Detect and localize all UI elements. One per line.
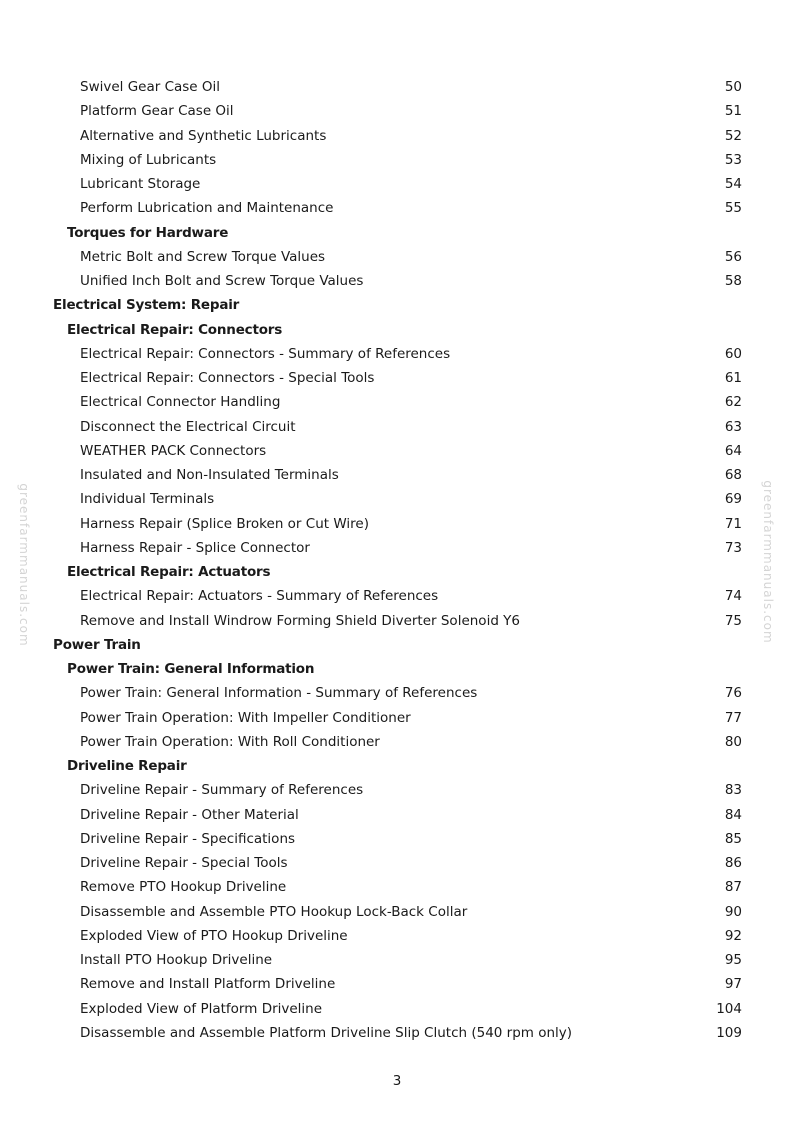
toc-row[interactable] (0, 851, 794, 875)
toc-page: 95 (724, 952, 742, 968)
toc-row[interactable] (0, 318, 794, 342)
toc-row[interactable] (0, 390, 794, 414)
toc-page: 86 (724, 855, 742, 871)
toc-title: Electrical Repair: Actuators (67, 564, 271, 580)
toc-title: Individual Terminals (80, 491, 215, 508)
toc-page: 52 (724, 127, 742, 144)
watermark-left: greenfarmmanuals.com (17, 483, 31, 647)
toc-row[interactable] (0, 997, 794, 1021)
toc-title: Electrical System: Repair (53, 297, 240, 314)
toc-page: 84 (724, 806, 742, 823)
toc-row[interactable] (0, 172, 794, 196)
toc-title: Harness Repair (Splice Broken or Cut Wire) (80, 515, 369, 532)
toc-row[interactable] (0, 730, 794, 754)
toc-title: Power Train Operation: With Impeller Conditioner (80, 709, 411, 726)
toc-row[interactable] (0, 221, 794, 245)
toc-page: 58 (724, 273, 742, 289)
toc-page: 74 (724, 588, 742, 605)
watermark-right: greenfarmmanuals.com (761, 480, 775, 644)
toc-page: 83 (724, 782, 742, 799)
toc-row[interactable] (0, 75, 794, 99)
toc-title: Install PTO Hookup Driveline (80, 952, 273, 968)
toc-title: Driveline Repair - Summary of References (80, 782, 364, 799)
toc-page: 54 (724, 176, 742, 192)
toc-title: WEATHER PACK Connectors (80, 442, 267, 459)
toc-title: Driveline Repair - Other Material (80, 806, 299, 823)
toc-title: Exploded View of PTO Hookup Driveline (80, 927, 348, 944)
toc-row[interactable] (0, 681, 794, 705)
toc-row[interactable] (0, 463, 794, 487)
toc-title: Remove and Install Platform Driveline (80, 976, 336, 993)
toc-page: 73 (724, 539, 742, 556)
toc-row[interactable] (0, 972, 794, 996)
toc-title: Power Train: General Information - Summary of References (80, 685, 478, 702)
toc-title: Exploded View of Platform Driveline (80, 1000, 323, 1017)
toc-row[interactable] (0, 609, 794, 633)
toc-page: 97 (724, 976, 742, 993)
toc-title: Remove PTO Hookup Driveline (80, 879, 287, 896)
toc-title: Power Train (53, 636, 141, 653)
toc-page: 85 (724, 830, 742, 847)
toc-row[interactable] (0, 196, 794, 220)
toc-row[interactable] (0, 293, 794, 317)
toc-page: 63 (724, 418, 742, 435)
toc-title: Electrical Repair: Connectors (67, 321, 283, 338)
toc-row[interactable] (0, 269, 794, 293)
toc-row[interactable] (0, 487, 794, 511)
toc-title: Driveline Repair - Specifications (80, 830, 296, 847)
toc-page: 90 (724, 903, 742, 920)
toc-title: Swivel Gear Case Oil (80, 79, 221, 95)
toc-page: 56 (724, 248, 742, 265)
toc-row[interactable] (0, 924, 794, 948)
toc-title: Metric Bolt and Screw Torque Values (80, 248, 326, 265)
toc-page: 104 (716, 1000, 742, 1017)
toc-row[interactable] (0, 439, 794, 463)
toc-row[interactable] (0, 803, 794, 827)
toc-title: Lubricant Storage (80, 176, 201, 192)
toc-row[interactable] (0, 415, 794, 439)
toc-page: 75 (724, 612, 742, 629)
toc-row[interactable] (0, 536, 794, 560)
toc-page: 53 (724, 151, 742, 168)
toc-page: 55 (724, 200, 742, 217)
table-of-contents (0, 75, 794, 1045)
toc-title: Disassemble and Assemble Platform Driveline Slip Clutch (540 rpm only) (80, 1024, 573, 1041)
toc-title: Remove and Install Windrow Forming Shield Diverter Solenoid Y6 (80, 612, 521, 629)
toc-title: Electrical Repair: Connectors - Summary of References (80, 345, 451, 362)
toc-title: Platform Gear Case Oil (80, 103, 234, 120)
toc-row[interactable] (0, 342, 794, 366)
toc-page: 80 (724, 733, 742, 750)
toc-title: Electrical Connector Handling (80, 394, 281, 411)
toc-title: Torques for Hardware (67, 224, 229, 241)
toc-page: 60 (724, 345, 742, 362)
toc-row[interactable] (0, 584, 794, 608)
toc-page: 87 (724, 879, 742, 896)
toc-row[interactable] (0, 245, 794, 269)
toc-title: Disconnect the Electrical Circuit (80, 418, 296, 435)
toc-row[interactable] (0, 900, 794, 924)
toc-title: Alternative and Synthetic Lubricants (80, 127, 327, 144)
toc-title: Power Train: General Information (67, 661, 315, 677)
toc-page: 69 (724, 491, 742, 508)
toc-row[interactable] (0, 366, 794, 390)
toc-row[interactable] (0, 875, 794, 899)
toc-title: Insulated and Non-Insulated Terminals (80, 467, 339, 483)
toc-page: 109 (716, 1024, 742, 1041)
toc-page: 51 (724, 103, 742, 120)
toc-row[interactable] (0, 948, 794, 972)
toc-page: 92 (724, 927, 742, 944)
toc-row[interactable] (0, 633, 794, 657)
toc-row[interactable] (0, 99, 794, 123)
toc-title: Harness Repair - Splice Connector (80, 539, 310, 556)
toc-page: 50 (724, 79, 742, 95)
toc-title: Mixing of Lubricants (80, 151, 217, 168)
toc-page: 76 (724, 685, 742, 702)
toc-row[interactable] (0, 124, 794, 148)
toc-page: 61 (724, 370, 742, 386)
toc-title: Driveline Repair (67, 758, 187, 774)
toc-row[interactable] (0, 706, 794, 730)
toc-page: 77 (724, 709, 742, 726)
toc-page: 68 (724, 467, 742, 483)
toc-page: 62 (724, 394, 742, 411)
toc-title: Perform Lubrication and Maintenance (80, 200, 334, 217)
toc-title: Electrical Repair: Actuators - Summary of References (80, 588, 439, 605)
toc-row[interactable] (0, 827, 794, 851)
toc-row[interactable] (0, 512, 794, 536)
toc-row[interactable] (0, 148, 794, 172)
toc-title: Electrical Repair: Connectors - Special Tools (80, 370, 375, 386)
toc-title: Power Train Operation: With Roll Conditioner (80, 733, 380, 750)
toc-row[interactable] (0, 754, 794, 778)
toc-row[interactable] (0, 1021, 794, 1045)
toc-page: 71 (724, 515, 742, 532)
toc-title: Disassemble and Assemble PTO Hookup Lock-Back Collar (80, 903, 468, 920)
toc-row[interactable] (0, 657, 794, 681)
toc-title: Driveline Repair - Special Tools (80, 855, 288, 871)
toc-page: 64 (724, 442, 742, 459)
toc-row[interactable] (0, 778, 794, 802)
toc-title: Unified Inch Bolt and Screw Torque Values (80, 273, 364, 289)
toc-row[interactable] (0, 560, 794, 584)
page-number: 3 (392, 1073, 402, 1089)
